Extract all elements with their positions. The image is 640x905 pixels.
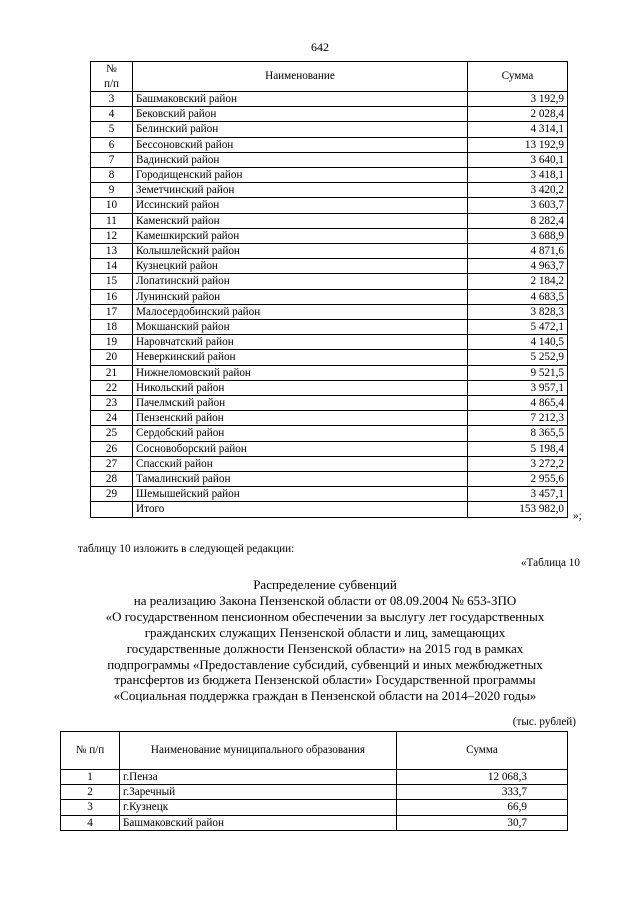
row-num: 3 [91, 92, 133, 107]
row-sum: 3 457,1 [468, 487, 568, 502]
row-sum: 5 252,9 [468, 350, 568, 365]
row-num: 26 [91, 441, 133, 456]
row-num: 28 [91, 472, 133, 487]
row-sum: 5 472,1 [468, 320, 568, 335]
row-name: Неверкинский район [133, 350, 468, 365]
units-label: (тыс. рублей) [512, 716, 576, 728]
row-num: 18 [91, 320, 133, 335]
heading-line: подпрограммы «Предоставление субсидий, субвенций и иных межбюджетных [107, 656, 543, 672]
header-num: № п/п [91, 62, 133, 92]
subsidy-table-continued [90, 61, 568, 518]
row-sum: 4 140,5 [468, 335, 568, 350]
heading-line: трансфертов из бюджета Пензенской области» Государственной программы [114, 672, 536, 688]
table-row [91, 122, 568, 137]
row-name: Мокшанский район [133, 320, 468, 335]
row-sum: 9 521,5 [468, 365, 568, 380]
row-sum: 3 420,2 [468, 183, 568, 198]
table-row [91, 137, 568, 152]
row-sum: 13 192,9 [468, 137, 568, 152]
header-num: № п/п [61, 732, 120, 770]
row-sum: 4 871,6 [468, 244, 568, 259]
row-num: 19 [91, 335, 133, 350]
table-row [91, 304, 568, 319]
row-sum: 3 828,3 [468, 304, 568, 319]
row-num: 13 [91, 244, 133, 259]
row-name: Шемышейский район [133, 487, 468, 502]
row-sum: 4 865,4 [468, 396, 568, 411]
row-sum: 153 982,0 [468, 502, 568, 517]
table-row [91, 152, 568, 167]
table-row [91, 228, 568, 243]
row-name: Каменский район [133, 213, 468, 228]
heading-line: гражданских служащих Пензенской области и лиц, замещающих [144, 624, 506, 640]
table2-body [61, 770, 568, 831]
row-num: 29 [91, 487, 133, 502]
row-num: 2 [61, 785, 120, 800]
row-sum: 3 192,9 [468, 92, 568, 107]
row-sum: 66,9 [397, 800, 568, 815]
row-sum: 4 963,7 [468, 259, 568, 274]
table-row [91, 472, 568, 487]
row-sum: 2 184,2 [468, 274, 568, 289]
row-name: Камешкирский район [133, 228, 468, 243]
row-name: Сосновоборский район [133, 441, 468, 456]
table-header-row [91, 62, 568, 92]
table-row [91, 320, 568, 335]
row-num: 22 [91, 380, 133, 395]
row-sum: 4 314,1 [468, 122, 568, 137]
row-name: Пачелмский район [133, 396, 468, 411]
header-sum: Сумма [468, 62, 568, 92]
row-num: 4 [91, 107, 133, 122]
row-sum: 3 957,1 [468, 380, 568, 395]
table-row [91, 380, 568, 395]
row-sum: 5 198,4 [468, 441, 568, 456]
row-sum: 333,7 [397, 785, 568, 800]
row-num: 7 [91, 152, 133, 167]
row-sum: 3 418,1 [468, 168, 568, 183]
row-sum: 3 603,7 [468, 198, 568, 213]
table-row [61, 815, 568, 830]
table-heading [60, 577, 590, 704]
table-row [91, 107, 568, 122]
table-row [61, 770, 568, 785]
table-row [91, 289, 568, 304]
row-num: 8 [91, 168, 133, 183]
heading-line: «О государственном пенсионном обеспечении за выслугу лет государственных [105, 608, 545, 624]
row-name: Нижнеломовский район [133, 365, 468, 380]
row-sum: 4 683,5 [468, 289, 568, 304]
table-row [91, 92, 568, 107]
row-name: Лунинский район [133, 289, 468, 304]
table-row [91, 168, 568, 183]
row-num: 10 [91, 198, 133, 213]
table-row [91, 198, 568, 213]
table-row [91, 441, 568, 456]
table-row [91, 456, 568, 471]
table1-body [91, 92, 568, 518]
row-name: Иссинский район [133, 198, 468, 213]
table-row [91, 365, 568, 380]
row-name: Бессоновский район [133, 137, 468, 152]
header-name: Наименование [133, 62, 468, 92]
row-num: 5 [91, 122, 133, 137]
table-row [91, 183, 568, 198]
row-name: Пензенский район [133, 411, 468, 426]
table-row [91, 426, 568, 441]
row-name: Земетчинский район [133, 183, 468, 198]
row-num [91, 502, 133, 517]
heading-line: на реализацию Закона Пензенской области от 08.09.2004 № 653-ЗПО [133, 592, 517, 608]
row-name: Тамалинский район [133, 472, 468, 487]
row-num: 1 [61, 770, 120, 785]
row-num: 14 [91, 259, 133, 274]
row-sum: 3 272,2 [468, 456, 568, 471]
subsidy-table-10 [60, 731, 568, 831]
row-name: Башмаковский район [120, 815, 397, 830]
row-sum: 7 212,3 [468, 411, 568, 426]
row-name: Вадинский район [133, 152, 468, 167]
table-row [61, 800, 568, 815]
row-name: Белинский район [133, 122, 468, 137]
row-num: 16 [91, 289, 133, 304]
table-row [91, 396, 568, 411]
row-num: 6 [91, 137, 133, 152]
row-sum: 3 688,9 [468, 228, 568, 243]
row-name: Кузнецкий район [133, 259, 468, 274]
row-num: 15 [91, 274, 133, 289]
row-num: 17 [91, 304, 133, 319]
row-num: 9 [91, 183, 133, 198]
page-number: 642 [311, 40, 329, 54]
row-num: 23 [91, 396, 133, 411]
row-sum: 12 068,3 [397, 770, 568, 785]
row-sum: 3 640,1 [468, 152, 568, 167]
row-num: 4 [61, 815, 120, 830]
row-num: 21 [91, 365, 133, 380]
table-row [91, 411, 568, 426]
row-num: 24 [91, 411, 133, 426]
heading-line: государственные должности Пензенской области» на 2015 год в рамках [126, 640, 524, 656]
row-name: Итого [133, 502, 468, 517]
table-label: «Таблица 10 [520, 557, 580, 569]
row-name: Городищенский район [133, 168, 468, 183]
table-row [91, 487, 568, 502]
row-name: г.Кузнецк [120, 800, 397, 815]
table-row [91, 259, 568, 274]
row-num: 11 [91, 213, 133, 228]
row-num: 3 [61, 800, 120, 815]
row-sum: 8 365,5 [468, 426, 568, 441]
row-sum: 8 282,4 [468, 213, 568, 228]
row-name: Наровчатский район [133, 335, 468, 350]
row-num: 12 [91, 228, 133, 243]
row-sum: 30,7 [397, 815, 568, 830]
table-row [91, 244, 568, 259]
table-row [91, 350, 568, 365]
row-name: Лопатинский район [133, 274, 468, 289]
row-name: Никольский район [133, 380, 468, 395]
header-name: Наименование муниципального образования [120, 732, 397, 770]
row-name: г.Пенза [120, 770, 397, 785]
row-name: Башмаковский район [133, 92, 468, 107]
row-sum: 2 955,6 [468, 472, 568, 487]
table-row [91, 274, 568, 289]
instruction-text: таблицу 10 изложить в следующей редакции: [78, 543, 295, 555]
row-sum: 2 028,4 [468, 107, 568, 122]
table-row [61, 785, 568, 800]
row-name: г.Заречный [120, 785, 397, 800]
row-num: 20 [91, 350, 133, 365]
row-name: Спасский район [133, 456, 468, 471]
heading-line: «Социальная поддержка граждан в Пензенской области на 2014–2020 годы» [113, 688, 537, 704]
table-header-row [61, 732, 568, 770]
table-row [91, 502, 568, 517]
row-name: Малосердобинский район [133, 304, 468, 319]
table-close-mark: »; [573, 510, 582, 522]
row-num: 25 [91, 426, 133, 441]
heading-line: Распределение субвенций [253, 577, 397, 592]
table-row [91, 213, 568, 228]
row-name: Колышлейский район [133, 244, 468, 259]
table-row [91, 335, 568, 350]
row-name: Бековский район [133, 107, 468, 122]
row-name: Сердобский район [133, 426, 468, 441]
row-num: 27 [91, 456, 133, 471]
header-sum: Сумма [397, 732, 568, 770]
